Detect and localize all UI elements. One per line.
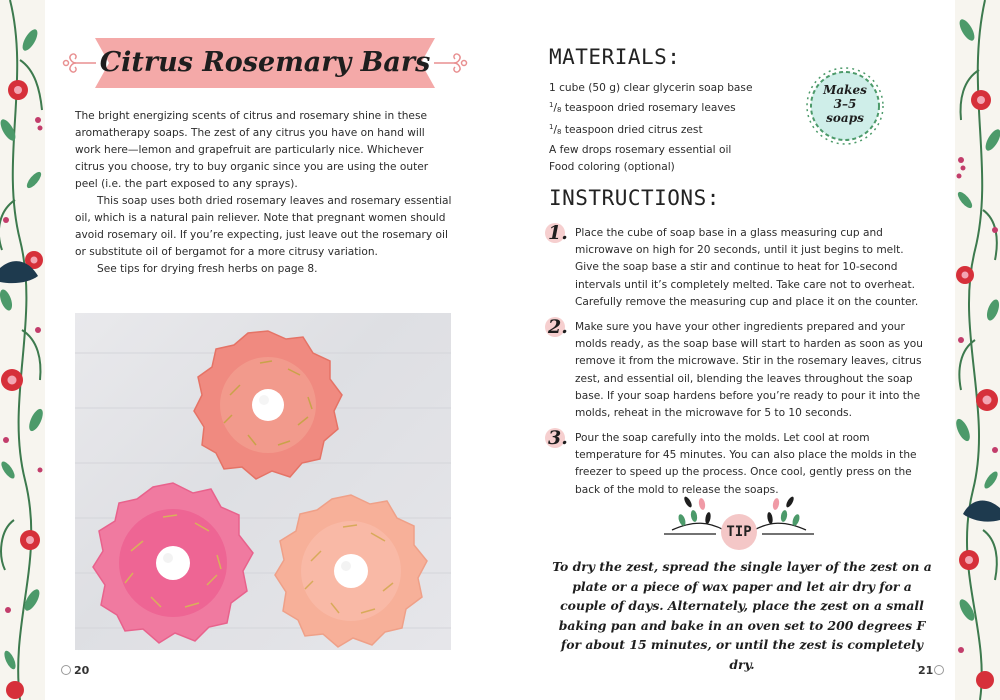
page-number-ornament-left bbox=[61, 665, 71, 675]
swirl-ornament-left bbox=[62, 48, 96, 78]
material-item: 1 cube (50 g) clear glycerin soap base bbox=[549, 82, 753, 94]
recipe-title: Citrus Rosemary Bars bbox=[99, 47, 431, 78]
instructions-heading: INSTRUCTIONS: bbox=[549, 186, 720, 210]
floral-border-left bbox=[0, 0, 45, 700]
makes-label: Makes bbox=[823, 83, 867, 97]
soap-bottom-left bbox=[93, 483, 253, 643]
intro-paragraph-2: This soap uses both dried rosemary leaves and rosemary essential oil, which is a natural pain reliever. Note that pregnant women should avoid rosemary oil. If you’re expecting, just leave out the rosemary oil or substitute oil of bergamot for a more citrusy variation. bbox=[75, 195, 452, 258]
swirl-ornament-right bbox=[434, 48, 468, 78]
materials-list bbox=[549, 80, 799, 176]
makes-unit: soaps bbox=[826, 111, 864, 125]
step-number: 3. bbox=[548, 427, 568, 449]
intro-paragraph-1: The bright energizing scents of citrus and rosemary shine in these aromatherapy soaps. The zest of any citrus you have on hand will work here—lemon and grapefruit are particularly nice. Whichever citrus you choose, try to buy organic since you are using the outer peel (i.e. the part exposed to any sprays). bbox=[75, 110, 429, 190]
page-number-left: 20 bbox=[74, 664, 90, 677]
intro-paragraph-3: See tips for drying fresh herbs on page 8. bbox=[97, 263, 318, 275]
makes-badge bbox=[805, 66, 885, 146]
step-text: Place the cube of soap base in a glass measuring cup and microwave on high for 20 seconds, until it just begins to melt. Give the soap base a stir and continue to heat for 10-second intervals until it’s completely melted. Take care not to overheat. Carefully remove the measuring cup and place it on the counter. bbox=[575, 227, 919, 308]
step-number: 1. bbox=[548, 222, 568, 244]
material-item: A few drops rosemary essential oil bbox=[549, 143, 732, 156]
material-item: Food coloring (optional) bbox=[549, 160, 675, 173]
makes-count: 3–5 bbox=[833, 97, 857, 111]
floral-border-right bbox=[955, 0, 1000, 700]
step-text: Make sure you have your other ingredients prepared and your molds ready, as the soap base will start to harden as soon as you remove it from the microwave. Stir in the rosemary leaves, citrus zest, and essential oil, blending the leaves throughout the soap base. If your soap hardens before you’re ready to pour it into the molds, reheat in the microwave for 5 to 10 seconds. bbox=[575, 321, 923, 420]
materials-heading: MATERIALS: bbox=[549, 45, 681, 69]
material-item: $^1/_8$ teaspoon dried citrus zest bbox=[549, 123, 703, 137]
material-item: $^1/_8$ teaspoon dried rosemary leaves bbox=[549, 101, 736, 115]
page-number-ornament-right bbox=[934, 665, 944, 675]
step-text: Pour the soap carefully into the molds. Let cool at room temperature for 45 minutes. You can also place the molds in the freezer to speed up the process. Once cool, gently press on the back of the mold to release the soaps. bbox=[575, 432, 917, 496]
intro-text bbox=[75, 108, 453, 278]
step-number: 2. bbox=[548, 316, 568, 338]
soap-photo bbox=[75, 313, 451, 650]
tip-badge: TIP bbox=[721, 514, 757, 550]
tip-text: To dry the zest, spread the single layer of the zest on a plate or a piece of wax paper and let air dry for a couple of days. Alternately, place the zest on a small baking pan and bake in an oven set to 200 degrees F for about 15 minutes, or until the zest is completely dry. bbox=[552, 559, 932, 672]
page-number-right: 21 bbox=[918, 664, 934, 677]
title-banner bbox=[95, 38, 435, 88]
